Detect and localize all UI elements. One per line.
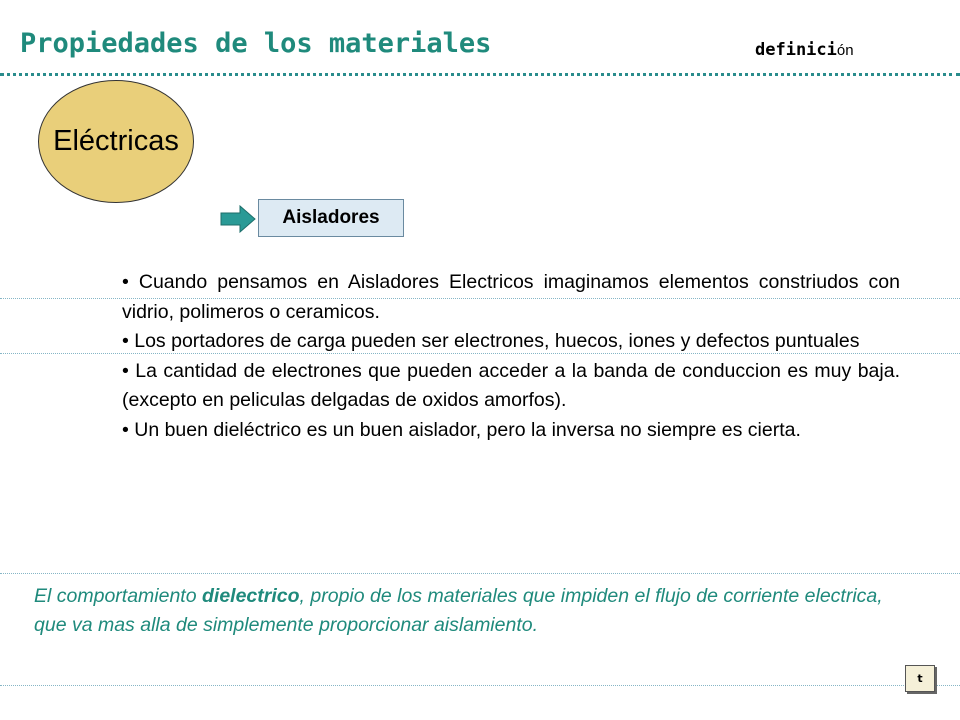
subtitle-main: definici <box>755 40 837 60</box>
page-title: Propiedades de los materiales <box>20 28 492 59</box>
note-emphasis: dielectrico <box>202 585 300 607</box>
note-text-before: El comportamiento <box>34 585 202 607</box>
section-subtitle <box>755 40 854 60</box>
bullet-item: • Un buen dieléctrico es un buen aislador, pero la inversa no siempre es cierta. <box>122 418 801 441</box>
bullet-item: • Cuando pensamos en Aisladores Electricos imaginamos elementos constriudos con vidrio, polimeros o ceramicos. <box>122 271 900 323</box>
note-text-after: , propio de los materiales que impiden el flujo de corriente electrica, que va mas alla de simplemente proporcionar aislamiento. <box>34 585 883 636</box>
bullet-list <box>122 268 900 445</box>
section-label-box <box>258 199 404 237</box>
guide-line-4 <box>0 685 960 686</box>
bullet-item: • Los portadores de carga pueden ser electrones, huecos, iones y defectos puntuales <box>122 330 860 352</box>
header-divider <box>0 73 960 76</box>
guide-line-3 <box>0 573 960 574</box>
subtitle-end: ón <box>836 42 854 59</box>
right-arrow-icon <box>220 205 256 233</box>
topic-ellipse <box>38 80 194 203</box>
nav-button-label: t <box>917 672 923 685</box>
nav-button[interactable] <box>905 665 935 692</box>
bullet-item: • La cantidad de electrones que pueden acceder a la banda de conduccion es muy baja. (excepto en peliculas delgadas de oxidos amorfos). <box>122 359 900 411</box>
definition-note <box>34 582 894 640</box>
section-label: Aisladores <box>282 207 380 228</box>
topic-label: Eléctricas <box>53 125 179 157</box>
